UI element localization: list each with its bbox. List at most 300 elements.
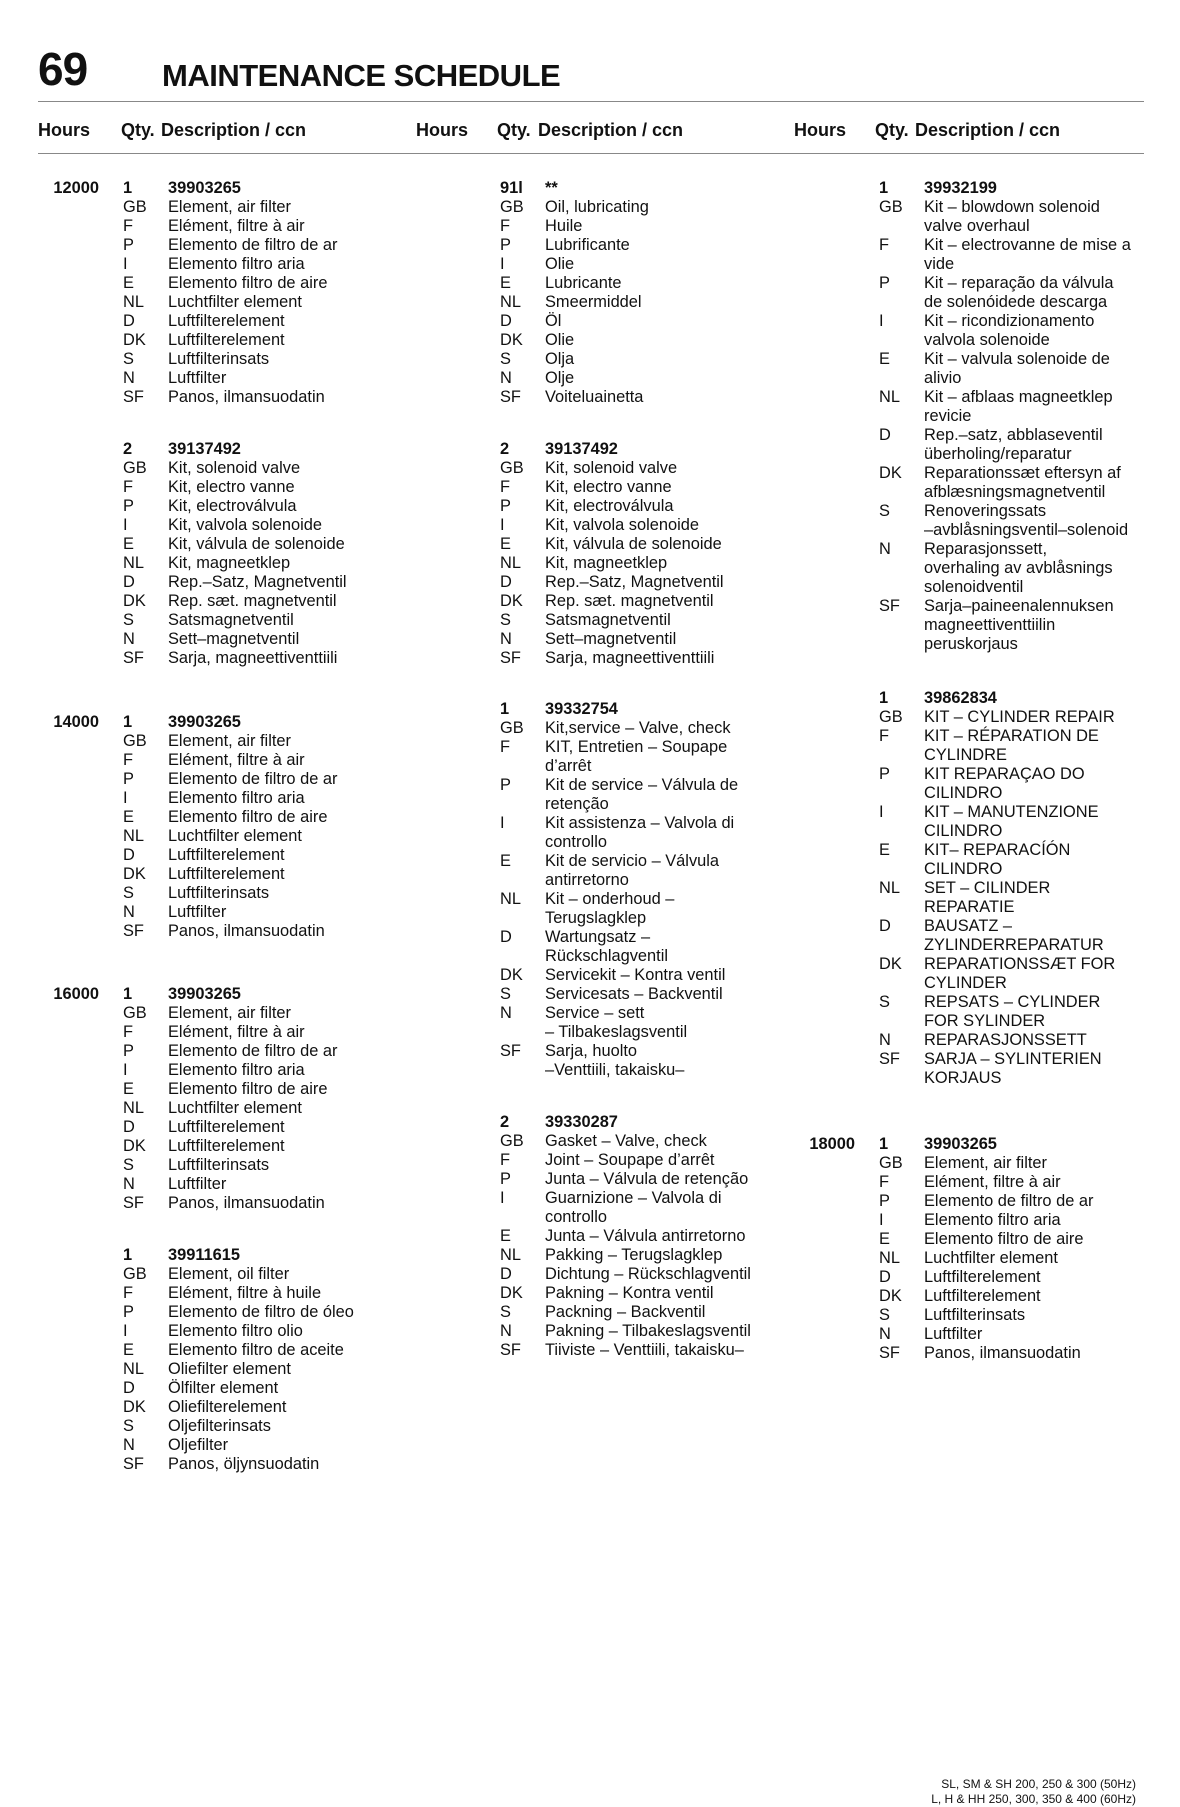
description-text: REPSATS – CYLINDER xyxy=(924,993,1101,1011)
description-text: Kit,service – Valve, check xyxy=(545,719,731,737)
language-code: DK xyxy=(879,1287,902,1305)
language-code: I xyxy=(879,803,884,821)
language-code: F xyxy=(500,217,511,235)
quantity-value: 91l xyxy=(500,179,523,197)
description-text: KIT – MANUTENZIONE xyxy=(924,803,1099,821)
language-code: DK xyxy=(500,331,523,349)
description-text: Elément, filtre à air xyxy=(168,751,305,769)
description-text: controllo xyxy=(545,1208,607,1226)
language-code: N xyxy=(123,903,135,921)
language-code: P xyxy=(123,770,134,788)
language-code: D xyxy=(500,312,512,330)
language-code: F xyxy=(123,751,134,769)
description-text: Reparasjonssett, xyxy=(924,540,1047,558)
column-1-description-header: Description / ccn xyxy=(161,120,307,140)
language-code: N xyxy=(123,369,135,387)
language-code: E xyxy=(123,1080,134,1098)
description-text: Luchtfilter element xyxy=(168,1099,302,1117)
language-code: DK xyxy=(123,592,146,610)
quantity-value: 1 xyxy=(123,713,133,731)
language-code: E xyxy=(879,350,890,368)
quantity-value: 1 xyxy=(879,1135,889,1153)
language-code: F xyxy=(123,1023,134,1041)
language-code: NL xyxy=(500,890,521,908)
language-code: D xyxy=(500,573,512,591)
description-text: – Tilbakeslagsventil xyxy=(545,1023,688,1041)
language-code: I xyxy=(500,1189,505,1207)
page-title: MAINTENANCE SCHEDULE xyxy=(162,58,561,93)
language-code: D xyxy=(879,1268,891,1286)
quantity-value: 1 xyxy=(879,689,889,707)
page-number: 69 xyxy=(38,43,88,95)
language-code: D xyxy=(123,573,135,591)
description-text: Sett–magnetventil xyxy=(545,630,677,648)
language-code: NL xyxy=(879,388,900,406)
description-text: Kit – onderhoud – xyxy=(545,890,675,908)
description-text: Luftfilterelement xyxy=(168,1118,285,1136)
description-text: Renoveringssats xyxy=(924,502,1047,520)
description-text: SET – CILINDER xyxy=(924,879,1051,897)
description-text: Luftfilterelement xyxy=(924,1268,1041,1286)
description-text: magneettiventtiilin xyxy=(924,616,1056,634)
description-text: Sarja, magneettiventtiili xyxy=(168,649,338,667)
language-code: DK xyxy=(500,1284,523,1302)
part-number: ** xyxy=(545,179,558,197)
description-text: Oil, lubricating xyxy=(545,198,649,216)
language-code: P xyxy=(123,497,134,515)
language-code: D xyxy=(500,928,512,946)
language-code: I xyxy=(500,516,505,534)
part-number: 39330287 xyxy=(545,1113,618,1131)
description-text: Wartungsatz – xyxy=(545,928,651,946)
description-text: Kit – reparação da válvula xyxy=(924,274,1114,292)
language-code: GB xyxy=(500,459,524,477)
language-code: E xyxy=(500,1227,511,1245)
description-text: Elemento de filtro de ar xyxy=(168,770,338,788)
quantity-value: 1 xyxy=(879,179,889,197)
language-code: P xyxy=(123,1303,134,1321)
language-code: D xyxy=(500,1265,512,1283)
description-text: Kit, valvola solenoide xyxy=(545,516,699,534)
description-text: Elément, filtre à air xyxy=(924,1173,1061,1191)
language-code: SF xyxy=(500,388,521,406)
language-code: SF xyxy=(879,1344,900,1362)
description-text: Elemento de filtro de ar xyxy=(924,1192,1094,1210)
language-code: GB xyxy=(879,708,903,726)
description-text: SARJA – SYLINTERIEN xyxy=(924,1050,1102,1068)
footer-line-2: L, H & HH 250, 300, 350 & 400 (60Hz) xyxy=(931,1792,1136,1806)
description-text: Luftfilterinsats xyxy=(168,350,270,368)
description-text: Elemento de filtro de ar xyxy=(168,236,338,254)
description-text: Elemento filtro olio xyxy=(168,1322,303,1340)
language-code: I xyxy=(123,1061,128,1079)
language-code: DK xyxy=(500,966,523,984)
description-text: CYLINDER xyxy=(924,974,1007,992)
description-text: Oljefilter xyxy=(168,1436,229,1454)
description-text: Kit – ricondizionamento xyxy=(924,312,1095,330)
quantity-value: 1 xyxy=(500,700,510,718)
language-code: DK xyxy=(500,592,523,610)
language-code: DK xyxy=(123,865,146,883)
description-text: Gasket – Valve, check xyxy=(545,1132,707,1150)
description-text: Servicesats – Backventil xyxy=(545,985,723,1003)
description-text: Kit – valvula solenoide de xyxy=(924,350,1110,368)
language-code: I xyxy=(500,255,505,273)
part-number: 39932199 xyxy=(924,179,997,197)
description-text: Element, air filter xyxy=(924,1154,1047,1172)
description-text: Luftfilterelement xyxy=(168,1137,285,1155)
description-text: Rep. sæt. magnetventil xyxy=(168,592,337,610)
language-code: P xyxy=(879,274,890,292)
description-text: überholing/reparatur xyxy=(924,445,1072,463)
language-code: N xyxy=(879,540,891,558)
description-text: Junta – Válvula de retenção xyxy=(545,1170,749,1188)
description-text: Olje xyxy=(545,369,575,387)
language-code: SF xyxy=(879,1050,900,1068)
quantity-value: 1 xyxy=(123,179,133,197)
description-text: Luftfilterinsats xyxy=(168,884,270,902)
language-code: SF xyxy=(123,649,144,667)
description-text: Olja xyxy=(545,350,575,368)
language-code: I xyxy=(500,814,505,832)
description-text: Elemento de filtro de óleo xyxy=(168,1303,354,1321)
language-code: SF xyxy=(123,388,144,406)
language-code: F xyxy=(879,236,890,254)
description-text: REPARATIE xyxy=(924,898,1015,916)
description-text: Luftfilterelement xyxy=(168,865,285,883)
description-text: Kit, magneetklep xyxy=(168,554,291,572)
language-code: D xyxy=(123,1379,135,1397)
description-text: Luftfilterelement xyxy=(168,312,285,330)
description-text: –avblåsningsventil–solenoid xyxy=(924,521,1129,539)
description-text: Sarja, magneettiventtiili xyxy=(545,649,715,667)
language-code: P xyxy=(879,1192,890,1210)
language-code: N xyxy=(123,1436,135,1454)
description-text: Sett–magnetventil xyxy=(168,630,300,648)
language-code: P xyxy=(123,1042,134,1060)
quantity-value: 2 xyxy=(123,440,133,458)
column-3-hours-header: Hours xyxy=(794,120,847,140)
footer-model-info xyxy=(931,1777,1136,1807)
language-code: F xyxy=(879,727,890,745)
footer-line-1: SL, SM & SH 200, 250 & 300 (50Hz) xyxy=(941,1777,1136,1791)
language-code: SF xyxy=(879,597,900,615)
description-text: Element, air filter xyxy=(168,198,291,216)
language-code: S xyxy=(879,993,890,1011)
description-text: Kit, electro vanne xyxy=(545,478,672,496)
description-text: Öl xyxy=(545,312,562,330)
column-2-qty-header: Qty. xyxy=(497,120,531,140)
description-text: KORJAUS xyxy=(924,1069,1002,1087)
language-code: GB xyxy=(500,198,524,216)
language-code: P xyxy=(879,765,890,783)
language-code: E xyxy=(123,535,134,553)
description-text: Rep.–Satz, Magnetventil xyxy=(545,573,724,591)
description-text: CILINDRO xyxy=(924,860,1003,878)
column-1-hours-header: Hours xyxy=(38,120,91,140)
description-text: Kit de servicio – Válvula xyxy=(545,852,720,870)
language-code: I xyxy=(123,789,128,807)
part-number: 39137492 xyxy=(545,440,618,458)
description-text: Kit, solenoid valve xyxy=(545,459,678,477)
language-code: P xyxy=(500,497,511,515)
part-number: 39332754 xyxy=(545,700,618,718)
description-text: Elément, filtre à air xyxy=(168,1023,305,1041)
language-code: SF xyxy=(123,1194,144,1212)
description-text: Ölfilter element xyxy=(168,1379,279,1397)
language-code: S xyxy=(500,985,511,1003)
description-text: ZYLINDERREPARATUR xyxy=(924,936,1104,954)
description-text: retenção xyxy=(545,795,609,813)
language-code: DK xyxy=(123,1137,146,1155)
description-text: Oliefilterelement xyxy=(168,1398,287,1416)
language-code: I xyxy=(123,1322,128,1340)
language-code: GB xyxy=(879,198,903,216)
description-text: KIT – RÉPARATION DE xyxy=(924,727,1099,745)
description-text: d’arrêt xyxy=(545,757,592,775)
description-text: Oljefilterinsats xyxy=(168,1417,271,1435)
description-text: Kit de service – Válvula de xyxy=(545,776,739,794)
language-code: N xyxy=(123,630,135,648)
language-code: N xyxy=(879,1031,891,1049)
description-text: Tiiviste – Venttiili, takaisku– xyxy=(545,1341,744,1359)
language-code: N xyxy=(500,369,512,387)
language-code: E xyxy=(123,274,134,292)
description-text: Reparationssæt eftersyn af xyxy=(924,464,1121,482)
description-text: Luftfilter xyxy=(924,1325,983,1343)
description-text: Luftfilter xyxy=(168,1175,227,1193)
language-code: NL xyxy=(500,554,521,572)
language-code: F xyxy=(123,1284,134,1302)
language-code: P xyxy=(500,776,511,794)
language-code: F xyxy=(500,738,511,756)
language-code: E xyxy=(879,841,890,859)
description-text: Kit, válvula de solenoide xyxy=(168,535,345,553)
language-code: N xyxy=(879,1325,891,1343)
part-number: 39137492 xyxy=(168,440,241,458)
language-code: S xyxy=(123,884,134,902)
description-text: Luftfilter xyxy=(168,369,227,387)
part-number: 39862834 xyxy=(924,689,997,707)
description-text: Luchtfilter element xyxy=(168,827,302,845)
description-text: KIT, Entretien – Soupape xyxy=(545,738,728,756)
description-text: Kit assistenza – Valvola di xyxy=(545,814,735,832)
language-code: I xyxy=(123,255,128,273)
language-code: S xyxy=(500,611,511,629)
language-code: S xyxy=(123,1156,134,1174)
description-text: Pakking – Terugslagklep xyxy=(545,1246,723,1264)
description-text: Panos, ilmansuodatin xyxy=(924,1344,1081,1362)
description-text: Luftfilterinsats xyxy=(168,1156,270,1174)
description-text: REPARATIONSSÆT FOR xyxy=(924,955,1116,973)
part-number: 39911615 xyxy=(168,1246,241,1264)
language-code: I xyxy=(123,516,128,534)
language-code: E xyxy=(500,274,511,292)
column-3-qty-header: Qty. xyxy=(875,120,909,140)
description-text: Elemento filtro aria xyxy=(168,789,305,807)
description-text: Elemento filtro de aire xyxy=(924,1230,1084,1248)
language-code: GB xyxy=(123,198,147,216)
description-text: BAUSATZ – xyxy=(924,917,1013,935)
language-code: D xyxy=(123,846,135,864)
description-text: Elemento de filtro de ar xyxy=(168,1042,338,1060)
description-text: antirretorno xyxy=(545,871,629,889)
description-text: Elément, filtre à air xyxy=(168,217,305,235)
language-code: NL xyxy=(123,1360,144,1378)
description-text: Elemento filtro de aire xyxy=(168,1080,328,1098)
language-code: F xyxy=(123,478,134,496)
description-text: Luchtfilter element xyxy=(168,293,302,311)
description-text: Luftfilter xyxy=(168,903,227,921)
description-text: KIT – CYLINDER REPAIR xyxy=(924,708,1115,726)
description-text: Elemento filtro de aire xyxy=(168,808,328,826)
description-text: Kit – afblaas magneetklep xyxy=(924,388,1113,406)
language-code: D xyxy=(879,917,891,935)
column-2-hours-header: Hours xyxy=(416,120,469,140)
description-text: Kit, solenoid valve xyxy=(168,459,301,477)
description-text: Packning – Backventil xyxy=(545,1303,706,1321)
description-text: Kit, valvola solenoide xyxy=(168,516,322,534)
language-code: E xyxy=(123,808,134,826)
description-text: Elemento filtro aria xyxy=(924,1211,1061,1229)
description-text: controllo xyxy=(545,833,607,851)
description-text: CILINDRO xyxy=(924,784,1003,802)
description-text: Luftfilterelement xyxy=(924,1287,1041,1305)
language-code: SF xyxy=(500,1341,521,1359)
description-text: Elemento filtro aria xyxy=(168,255,305,273)
description-text: REPARASJONSSETT xyxy=(924,1031,1087,1049)
language-code: GB xyxy=(123,459,147,477)
description-text: Junta – Válvula antirretorno xyxy=(545,1227,746,1245)
description-text: Huile xyxy=(545,217,583,235)
language-code: S xyxy=(879,502,890,520)
description-text: Element, air filter xyxy=(168,1004,291,1022)
description-text: Joint – Soupape d’arrêt xyxy=(545,1151,715,1169)
language-code: P xyxy=(500,236,511,254)
description-text: Voiteluainetta xyxy=(545,388,644,406)
column-2-description-header: Description / ccn xyxy=(538,120,684,140)
language-code: NL xyxy=(879,879,900,897)
hours-value: 14000 xyxy=(53,713,99,731)
description-text: Rückschlagventil xyxy=(545,947,668,965)
description-text: Pakning – Kontra ventil xyxy=(545,1284,714,1302)
description-text: Olie xyxy=(545,331,575,349)
description-text: Lubrificante xyxy=(545,236,630,254)
language-code: GB xyxy=(123,1265,147,1283)
description-text: FOR SYLINDER xyxy=(924,1012,1046,1030)
language-code: I xyxy=(879,312,884,330)
language-code: F xyxy=(123,217,134,235)
language-code: N xyxy=(123,1175,135,1193)
description-text: KIT REPARAÇAO DO xyxy=(924,765,1085,783)
language-code: DK xyxy=(879,464,902,482)
description-text: Luchtfilter element xyxy=(924,1249,1058,1267)
description-text: valvola solenoide xyxy=(924,331,1050,349)
description-text: Element, air filter xyxy=(168,732,291,750)
description-text: Kit – electrovanne de mise a xyxy=(924,236,1131,254)
description-text: Elemento filtro de aire xyxy=(168,274,328,292)
description-text: vide xyxy=(924,255,955,273)
quantity-value: 2 xyxy=(500,440,510,458)
description-text: Luftfilterinsats xyxy=(924,1306,1026,1324)
hours-value: 16000 xyxy=(53,985,99,1003)
language-code: F xyxy=(879,1173,890,1191)
language-code: NL xyxy=(123,827,144,845)
column-1-qty-header: Qty. xyxy=(121,120,155,140)
description-text: Terugslagklep xyxy=(545,909,647,927)
description-text: alivio xyxy=(924,369,962,387)
description-text: Panos, ilmansuodatin xyxy=(168,1194,325,1212)
language-code: P xyxy=(500,1170,511,1188)
language-code: SF xyxy=(500,649,521,667)
description-text: Kit, electro vanne xyxy=(168,478,295,496)
language-code: S xyxy=(123,350,134,368)
language-code: E xyxy=(123,1341,134,1359)
language-code: GB xyxy=(123,1004,147,1022)
language-code: SF xyxy=(123,1455,144,1473)
description-text: valve overhaul xyxy=(924,217,1030,235)
language-code: GB xyxy=(123,732,147,750)
language-code: D xyxy=(879,426,891,444)
language-code: NL xyxy=(879,1249,900,1267)
description-text: Element, oil filter xyxy=(168,1265,290,1283)
description-text: Satsmagnetventil xyxy=(168,611,294,629)
language-code: SF xyxy=(500,1042,521,1060)
language-code: SF xyxy=(123,922,144,940)
description-text: solenoidventil xyxy=(924,578,1024,596)
language-code: S xyxy=(123,1417,134,1435)
language-code: F xyxy=(500,478,511,496)
description-text: Rep.–satz, abblaseventil xyxy=(924,426,1103,444)
description-text: Panos, öljynsuodatin xyxy=(168,1455,320,1473)
language-code: GB xyxy=(500,719,524,737)
description-text: Kit, magneetklep xyxy=(545,554,668,572)
description-text: Sarja, huolto xyxy=(545,1042,638,1060)
language-code: D xyxy=(123,312,135,330)
part-number: 39903265 xyxy=(168,179,241,197)
language-code: N xyxy=(500,1322,512,1340)
description-text: Luftfilterelement xyxy=(168,331,285,349)
language-code: S xyxy=(500,350,511,368)
description-text: Kit – blowdown solenoid xyxy=(924,198,1100,216)
description-text: overhaling av avblåsnings xyxy=(924,559,1113,577)
description-text: de solenóidede descarga xyxy=(924,293,1108,311)
description-text: Pakning – Tilbakeslagsventil xyxy=(545,1322,751,1340)
description-text: Rep. sæt. magnetventil xyxy=(545,592,714,610)
description-text: Panos, ilmansuodatin xyxy=(168,388,325,406)
language-code: NL xyxy=(500,1246,521,1264)
language-code: DK xyxy=(879,955,902,973)
description-text: Panos, ilmansuodatin xyxy=(168,922,325,940)
language-code: E xyxy=(500,535,511,553)
language-code: GB xyxy=(879,1154,903,1172)
description-text: Elemento filtro de aceite xyxy=(168,1341,344,1359)
header-top-rule xyxy=(38,101,1144,102)
language-code: DK xyxy=(123,331,146,349)
description-text: Kit, electroválvula xyxy=(168,497,297,515)
description-text: Rep.–Satz, Magnetventil xyxy=(168,573,347,591)
language-code: DK xyxy=(123,1398,146,1416)
description-text: –Venttiili, takaisku– xyxy=(545,1061,685,1079)
quantity-value: 2 xyxy=(500,1113,510,1131)
description-text: Sarja–paineenalennuksen xyxy=(924,597,1114,615)
quantity-value: 1 xyxy=(123,1246,133,1264)
language-code: I xyxy=(879,1211,884,1229)
description-text: Dichtung – Rückschlagventil xyxy=(545,1265,751,1283)
description-text: Kit, electroválvula xyxy=(545,497,674,515)
description-text: peruskorjaus xyxy=(924,635,1018,653)
description-text: Luftfilterelement xyxy=(168,846,285,864)
